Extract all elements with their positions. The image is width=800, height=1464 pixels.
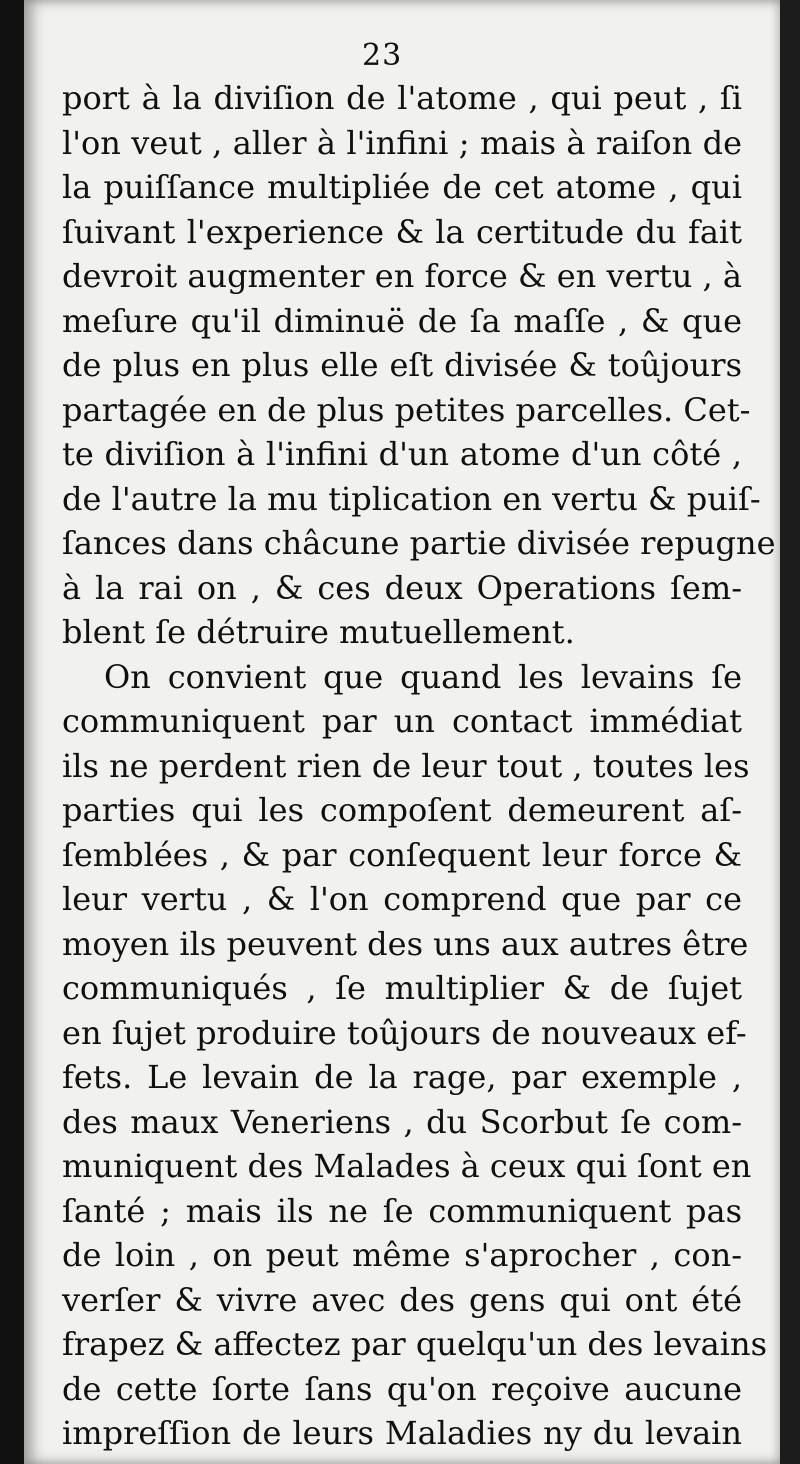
text-line: communiqués , ſe multiplier & de ſujet [62,969,742,1007]
text-line: communiquent par un contact immédiat [62,702,742,740]
text-line: verſer & vivre avec des gens qui ont été [62,1280,742,1319]
text-line: fets. Le levain de la rage, par exemple , [62,1058,742,1096]
page-number: 23 [362,38,403,73]
text-line: meſure qu'il diminuë de ſa maſſe , & que [62,301,742,340]
text-line: ſuivant l'experience & la certitude du fait [62,212,742,251]
text-line: la puiſſance multipliée de cet atome , qui [62,168,742,206]
text-line: ſances dans châcune partie divisée repugne [62,524,776,562]
text-line: de plus en plus elle eſt divisée & toûjours [62,346,742,384]
text-line: ils ne perdent rien de leur tout , toutes les [62,746,750,785]
body-text [62,76,776,1456]
text-line: l'on veut , aller à l'infini ; mais à raiſon de [62,123,742,162]
text-line: moyen ils peuvent des uns aux autres être [62,924,749,963]
text-line: ſemblées , & par conſequent leur force & [62,835,742,874]
text-line: des maux Veneriens , du Scorbut ſe com- [62,1102,742,1141]
text-line: devroit augmenter en force & en vertu , à [62,257,742,295]
text-line: impreſſion de leurs Maladies ny du levain [62,1414,742,1452]
text-line: de cette ſorte ſans qu'on reçoive aucune [62,1369,742,1408]
text-line: en ſujet produire toûjours de nouveaux ef- [62,1013,747,1052]
paper-sheet [24,0,780,1464]
text-line: te diviſion à l'infini d'un atome d'un côté , [62,435,742,473]
text-line: leur vertu , & l'on comprend que par ce [62,880,742,918]
text-line: port à la diviſion de l'atome , qui peut , ſi [62,79,742,117]
text-line: frapez & affectez par quelqu'un des levains [62,1325,768,1363]
text-line: ſanté ; mais ils ne ſe communiquent pas [62,1191,742,1230]
text-line: parties qui les compoſent demeurent aſ- [62,791,742,829]
text-line: de loin , on peut même s'aprocher , con- [62,1236,742,1274]
text-line: à la rai on , & ces deux Operations ſem- [62,568,742,607]
paragraph-start-line: On convient que quand les levains ſe [104,657,742,696]
text-line: muniquent des Malades à ceux qui ſont en [62,1147,752,1185]
text-line: de l'autre la mu tiplication en vertu & puiſ- [62,479,761,518]
paragraph-end-line: blent ſe détruire mutuellement. [62,613,575,651]
text-line: partagée en de plus petites parcelles. Cet- [62,390,751,429]
page-edge-shadow [780,0,800,1464]
